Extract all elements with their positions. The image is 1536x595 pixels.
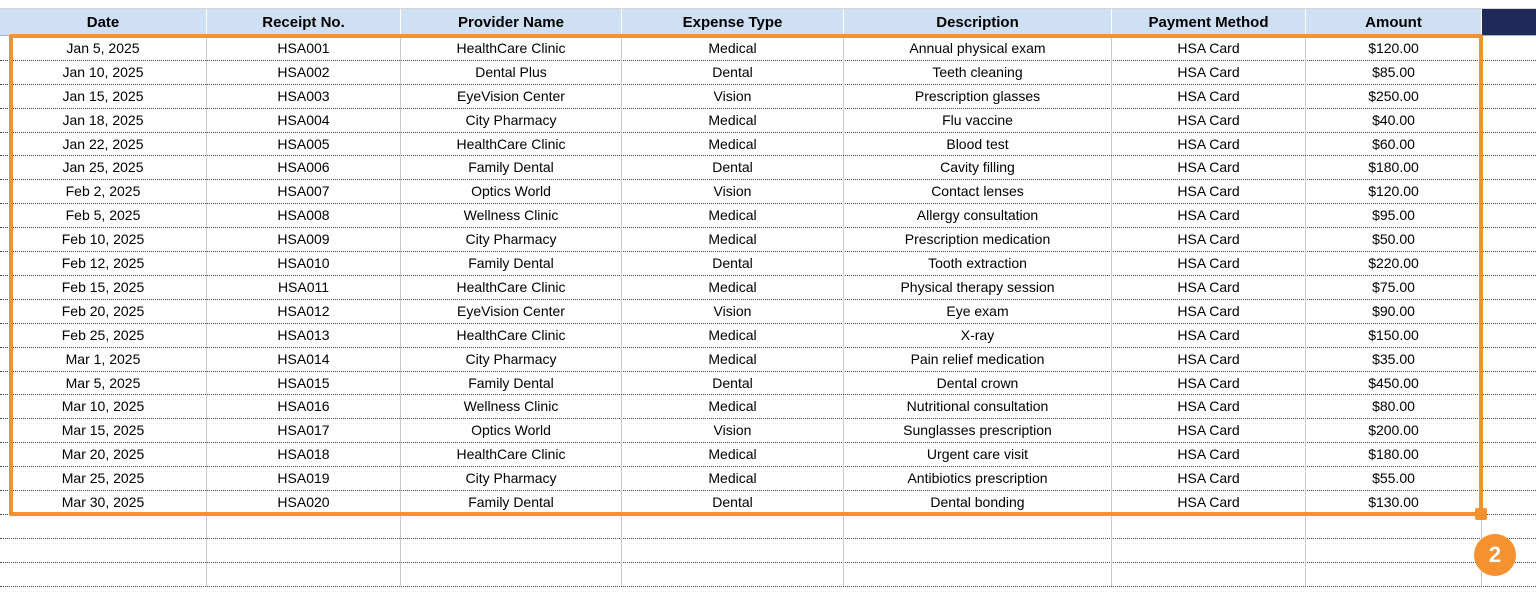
table-cell[interactable]: HealthCare Clinic [401,36,622,60]
table-row [0,299,1536,324]
table-row [0,36,1536,61]
table-cell[interactable]: Medical [622,347,844,371]
table-cell[interactable]: HSA Card [1112,299,1306,323]
empty-cell[interactable] [1482,275,1536,299]
table-cell[interactable]: Family Dental [401,156,622,180]
table-cell[interactable]: Optics World [401,418,622,442]
empty-cell[interactable] [1482,156,1536,180]
table-cell[interactable]: Medical [622,395,844,419]
table-cell[interactable]: Vision [622,179,844,203]
table-cell[interactable]: Pain relief medication [844,347,1112,371]
column-header[interactable]: Payment Method [1112,9,1306,36]
table-row [0,466,1536,491]
table-cell[interactable]: Dental [622,60,844,84]
empty-cell[interactable] [1482,84,1536,108]
table-cell[interactable]: Dental bonding [844,490,1112,514]
table-cell[interactable]: HealthCare Clinic [401,442,622,466]
table-cell[interactable]: Vision [622,84,844,108]
empty-cell[interactable] [0,538,207,562]
table-cell[interactable]: Mar 25, 2025 [0,466,207,490]
table-row [0,442,1536,467]
table-cell[interactable]: City Pharmacy [401,347,622,371]
table-cell[interactable]: Family Dental [401,371,622,395]
empty-cell[interactable] [1482,36,1536,60]
table-cell[interactable]: HSA020 [207,490,401,514]
empty-cell[interactable] [1112,538,1306,562]
empty-cell[interactable] [622,538,844,562]
empty-cell[interactable] [1482,347,1536,371]
table-cell[interactable]: $250.00 [1306,84,1482,108]
table-cell[interactable]: HSA Card [1112,418,1306,442]
empty-cell[interactable] [1482,395,1536,419]
empty-cell[interactable] [1112,514,1306,538]
table-row [0,418,1536,443]
table-cell[interactable]: Mar 30, 2025 [0,490,207,514]
table-cell[interactable]: Jan 15, 2025 [0,84,207,108]
table-cell[interactable]: HSA009 [207,227,401,251]
empty-cell[interactable] [1482,179,1536,203]
table-cell[interactable]: $75.00 [1306,275,1482,299]
table-cell[interactable]: Dental crown [844,371,1112,395]
table-row [0,84,1536,109]
empty-cell[interactable] [207,538,401,562]
table-cell[interactable]: Medical [622,132,844,156]
empty-cell[interactable] [1482,323,1536,347]
table-cell[interactable]: HSA013 [207,323,401,347]
empty-cell[interactable] [1482,132,1536,156]
empty-cell[interactable] [1112,562,1306,586]
table-cell[interactable]: $55.00 [1306,466,1482,490]
table-cell[interactable]: $95.00 [1306,203,1482,227]
annotation-badge: 2 [1474,534,1516,576]
table-cell[interactable]: Cavity filling [844,156,1112,180]
table-cell[interactable]: Sunglasses prescription [844,418,1112,442]
empty-cell[interactable] [1482,108,1536,132]
table-cell[interactable]: HSA014 [207,347,401,371]
table-cell[interactable]: $450.00 [1306,371,1482,395]
empty-cell[interactable] [1482,371,1536,395]
empty-row [0,562,1536,587]
table-cell[interactable]: HSA Card [1112,108,1306,132]
table-cell[interactable]: HSA001 [207,36,401,60]
table-cell[interactable]: HSA Card [1112,347,1306,371]
table-row [0,156,1536,181]
table-cell[interactable]: Nutritional consultation [844,395,1112,419]
empty-cell[interactable] [844,562,1112,586]
table-cell[interactable]: $150.00 [1306,323,1482,347]
table-cell[interactable]: $120.00 [1306,179,1482,203]
table-row [0,108,1536,133]
table-cell[interactable]: Contact lenses [844,179,1112,203]
table-cell[interactable]: Urgent care visit [844,442,1112,466]
table-cell[interactable]: Jan 25, 2025 [0,156,207,180]
table-cell[interactable]: X-ray [844,323,1112,347]
table-cell[interactable]: Tooth extraction [844,251,1112,275]
table-cell[interactable]: HSA Card [1112,251,1306,275]
table-cell[interactable]: Eye exam [844,299,1112,323]
table-cell[interactable]: Flu vaccine [844,108,1112,132]
table-cell[interactable]: HSA018 [207,442,401,466]
table-cell[interactable]: HSA011 [207,275,401,299]
empty-cell[interactable] [844,538,1112,562]
table-cell[interactable]: HSA Card [1112,395,1306,419]
table-cell[interactable]: Mar 15, 2025 [0,418,207,442]
table-cell[interactable]: City Pharmacy [401,466,622,490]
column-header[interactable]: Expense Type [622,9,844,36]
table-cell[interactable]: Family Dental [401,490,622,514]
table-cell[interactable]: Vision [622,299,844,323]
empty-cell[interactable] [401,562,622,586]
table-cell[interactable]: $80.00 [1306,395,1482,419]
table-cell[interactable]: Feb 15, 2025 [0,275,207,299]
table-cell[interactable]: HSA Card [1112,490,1306,514]
table-cell[interactable]: HSA Card [1112,203,1306,227]
table-cell[interactable]: Feb 10, 2025 [0,227,207,251]
empty-cell[interactable] [207,514,401,538]
table-cell[interactable]: HSA Card [1112,442,1306,466]
empty-cell[interactable] [1482,299,1536,323]
table-row [0,395,1536,420]
table-cell[interactable]: $180.00 [1306,156,1482,180]
table-row [0,179,1536,204]
header-extra-cell[interactable] [1482,9,1536,36]
table-cell[interactable]: HSA Card [1112,36,1306,60]
table-cell[interactable]: $180.00 [1306,442,1482,466]
table-cell[interactable]: Jan 18, 2025 [0,108,207,132]
column-header[interactable]: Provider Name [401,9,622,36]
table-cell[interactable]: HSA Card [1112,132,1306,156]
table-cell[interactable]: HSA004 [207,108,401,132]
table-cell[interactable]: HSA Card [1112,371,1306,395]
table-cell[interactable]: HSA019 [207,466,401,490]
empty-cell[interactable] [1306,562,1482,586]
table-cell[interactable]: Physical therapy session [844,275,1112,299]
table-cell[interactable]: $40.00 [1306,108,1482,132]
table-cell[interactable]: Medical [622,203,844,227]
table-cell[interactable]: HSA Card [1112,156,1306,180]
table-cell[interactable]: HSA010 [207,251,401,275]
table-cell[interactable]: $90.00 [1306,299,1482,323]
table-row [0,275,1536,300]
empty-cell[interactable] [1482,418,1536,442]
table-cell[interactable]: Dental [622,371,844,395]
table-row [0,203,1536,228]
table-cell[interactable]: Feb 20, 2025 [0,299,207,323]
table-cell[interactable]: HSA Card [1112,227,1306,251]
empty-cell[interactable] [1482,203,1536,227]
table-cell[interactable]: Medical [622,275,844,299]
table-cell[interactable]: Feb 25, 2025 [0,323,207,347]
table-cell[interactable]: Mar 5, 2025 [0,371,207,395]
empty-row [0,514,1536,539]
table-cell[interactable]: HSA Card [1112,466,1306,490]
empty-cell[interactable] [622,514,844,538]
table-cell[interactable]: $85.00 [1306,60,1482,84]
table-row [0,132,1536,157]
table-cell[interactable]: Prescription medication [844,227,1112,251]
empty-cell[interactable] [1482,490,1536,514]
column-header[interactable]: Description [844,9,1112,36]
table-cell[interactable]: Wellness Clinic [401,395,622,419]
table-row [0,251,1536,276]
empty-cell[interactable] [1482,466,1536,490]
empty-cell[interactable] [401,514,622,538]
empty-cell[interactable] [207,562,401,586]
table-cell[interactable]: Dental Plus [401,60,622,84]
table-cell[interactable]: HSA Card [1112,84,1306,108]
table-row [0,227,1536,252]
table-cell[interactable]: Medical [622,442,844,466]
column-header[interactable]: Amount [1306,9,1482,36]
table-row [0,60,1536,85]
table-cell[interactable]: Family Dental [401,251,622,275]
table-cell[interactable]: Wellness Clinic [401,203,622,227]
table-cell[interactable]: Medical [622,36,844,60]
table-cell[interactable]: HSA Card [1112,275,1306,299]
table-cell[interactable]: Blood test [844,132,1112,156]
table-cell[interactable]: Dental [622,156,844,180]
table-row [0,347,1536,372]
table-cell[interactable]: HSA008 [207,203,401,227]
table-cell[interactable]: HSA017 [207,418,401,442]
table-cell[interactable]: HSA Card [1112,60,1306,84]
table-cell[interactable]: Dental [622,251,844,275]
table-cell[interactable]: Mar 1, 2025 [0,347,207,371]
table-row [0,371,1536,396]
table-cell[interactable]: Annual physical exam [844,36,1112,60]
empty-cell[interactable] [1482,442,1536,466]
table-cell[interactable]: Feb 12, 2025 [0,251,207,275]
table-cell[interactable]: HSA003 [207,84,401,108]
table-cell[interactable]: Feb 2, 2025 [0,179,207,203]
table-cell[interactable]: HSA015 [207,371,401,395]
table-cell[interactable]: HealthCare Clinic [401,323,622,347]
table-cell[interactable]: HealthCare Clinic [401,132,622,156]
empty-cell[interactable] [622,562,844,586]
table-cell[interactable]: Allergy consultation [844,203,1112,227]
table-cell[interactable]: Dental [622,490,844,514]
table-cell[interactable]: HSA002 [207,60,401,84]
table-cell[interactable]: HealthCare Clinic [401,275,622,299]
table-cell[interactable]: Vision [622,418,844,442]
table-cell[interactable]: $60.00 [1306,132,1482,156]
empty-row [0,538,1536,563]
empty-cell[interactable] [1306,514,1482,538]
table-cell[interactable]: EyeVision Center [401,299,622,323]
table-cell[interactable]: Antibiotics prescription [844,466,1112,490]
empty-cell[interactable] [0,514,207,538]
table-cell[interactable]: EyeVision Center [401,84,622,108]
table-cell[interactable]: Mar 10, 2025 [0,395,207,419]
table-cell[interactable]: Teeth cleaning [844,60,1112,84]
table-cell[interactable]: $35.00 [1306,347,1482,371]
table-cell[interactable]: HSA Card [1112,179,1306,203]
selection-fill-handle[interactable] [1475,508,1487,520]
table-cell[interactable]: Mar 20, 2025 [0,442,207,466]
table-cell[interactable]: $220.00 [1306,251,1482,275]
table-cell[interactable]: $130.00 [1306,490,1482,514]
table-cell[interactable]: $200.00 [1306,418,1482,442]
column-header[interactable]: Date [0,9,207,36]
table-cell[interactable]: HSA016 [207,395,401,419]
table-cell[interactable]: Medical [622,108,844,132]
table-cell[interactable]: Jan 22, 2025 [0,132,207,156]
table-cell[interactable]: Jan 5, 2025 [0,36,207,60]
table-cell[interactable]: HSA006 [207,156,401,180]
column-letter-strip [0,0,1536,9]
table-row [0,490,1536,515]
table-cell[interactable]: Medical [622,323,844,347]
table-cell[interactable]: HSA007 [207,179,401,203]
empty-cell[interactable] [1482,227,1536,251]
empty-cell[interactable] [0,562,207,586]
table-cell[interactable]: HSA012 [207,299,401,323]
table-cell[interactable]: City Pharmacy [401,108,622,132]
table-cell[interactable]: HSA Card [1112,323,1306,347]
empty-cell[interactable] [1306,538,1482,562]
table-row [0,323,1536,348]
empty-cell[interactable] [401,538,622,562]
empty-cell[interactable] [1482,251,1536,275]
column-header[interactable]: Receipt No. [207,9,401,36]
table-cell[interactable]: $50.00 [1306,227,1482,251]
empty-cell[interactable] [844,514,1112,538]
table-cell[interactable]: Optics World [401,179,622,203]
table-cell[interactable]: HSA005 [207,132,401,156]
table-cell[interactable]: $120.00 [1306,36,1482,60]
empty-cell[interactable] [1482,60,1536,84]
table-cell[interactable]: Feb 5, 2025 [0,203,207,227]
header-row [0,9,1536,36]
table-cell[interactable]: Medical [622,227,844,251]
table-cell[interactable]: Medical [622,466,844,490]
table-cell[interactable]: City Pharmacy [401,227,622,251]
table-cell[interactable]: Prescription glasses [844,84,1112,108]
table-cell[interactable]: Jan 10, 2025 [0,60,207,84]
